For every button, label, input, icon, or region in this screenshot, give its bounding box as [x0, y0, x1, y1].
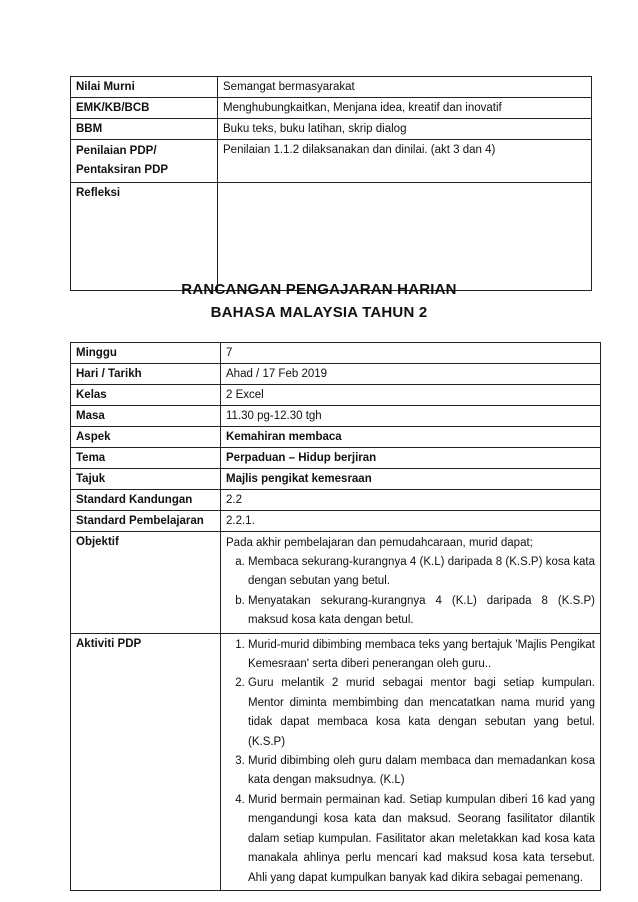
penilaian-label-line2: Pentaksiran PDP: [76, 164, 169, 176]
table-row: [71, 385, 601, 406]
row-value-hari-tarikh: Ahad / 17 Feb 2019: [221, 364, 601, 385]
row-label-objektif: Objektif: [71, 532, 221, 634]
row-label-standard-kandungan: Standard Kandungan: [71, 490, 221, 511]
row-value-penilaian: Penilaian 1.1.2 dilaksanakan dan dinilai. (akt 3 dan 4): [218, 140, 592, 183]
list-item: 3. Murid dibimbing oleh guru dalam membaca dan memadankan kosa kata dengan maksudnya. (K.L): [248, 752, 595, 791]
row-label-standard-pembelajaran: Standard Pembelajaran: [71, 511, 221, 532]
row-label-penilaian: [71, 140, 218, 183]
row-label-refleksi: Refleksi: [71, 183, 218, 291]
table-row: [71, 119, 592, 140]
list-item: 2. Guru melantik 2 murid sebagai mentor bagi setiap kumpulan. Mentor diminta membimbing dan mencatatkan nama murid yang tidak dapat membaca kosa kata dengan sebutan yang betul. (K.S.P): [248, 674, 595, 752]
row-label-nilai-murni: Nilai Murni: [71, 77, 218, 98]
row-value-bbm: Buku teks, buku latihan, skrip dialog: [218, 119, 592, 140]
page-title: RANCANGAN PENGAJARAN HARIAN: [181, 281, 457, 298]
row-value-masa: 11.30 pg-12.30 tgh: [221, 406, 601, 427]
table-row: [71, 98, 592, 119]
aktiviti-list: [226, 636, 595, 888]
row-value-refleksi: [218, 183, 592, 291]
objektif-intro: Pada akhir pembelajaran dan pemudahcaraan, murid dapat;: [226, 537, 533, 549]
row-label-hari-tarikh: Hari / Tarikh: [71, 364, 221, 385]
row-value-standard-kandungan: 2.2: [221, 490, 601, 511]
row-label-aspek: Aspek: [71, 427, 221, 448]
table-row: [71, 364, 601, 385]
row-label-kelas: Kelas: [71, 385, 221, 406]
row-value-kelas: 2 Excel: [221, 385, 601, 406]
table-row: [71, 343, 601, 364]
row-value-aktiviti: [221, 633, 601, 890]
table-row: [71, 183, 592, 291]
list-item: b. Menyatakan sekurang-kurangnya 4 (K.L) daripada 8 (K.S.P) maksud kosa kata dengan betul.: [248, 592, 595, 631]
table-row: [71, 406, 601, 427]
row-label-masa: Masa: [71, 406, 221, 427]
list-item: 1. Murid-murid dibimbing membaca teks yang bertajuk 'Majlis Pengikat Kemesraan' serta diberi penerangan oleh guru..: [248, 636, 595, 675]
row-value-tema: Perpaduan – Hidup berjiran: [221, 448, 601, 469]
row-value-tajuk: Majlis pengikat kemesraan: [221, 469, 601, 490]
list-item: a. Membaca sekurang-kurangnya 4 (K.L) daripada 8 (K.S.P) kosa kata dengan sebutan yang betul.: [248, 553, 595, 592]
row-label-tajuk: Tajuk: [71, 469, 221, 490]
row-label-bbm: BBM: [71, 119, 218, 140]
row-value-nilai-murni: Semangat bermasyarakat: [218, 77, 592, 98]
table-row: [71, 448, 601, 469]
table-row: [71, 427, 601, 448]
row-value-emk: Menghubungkaitkan, Menjana idea, kreatif dan inovatif: [218, 98, 592, 119]
row-label-tema: Tema: [71, 448, 221, 469]
table-row: [71, 532, 601, 634]
objektif-list: [226, 553, 595, 631]
row-label-aktiviti: Aktiviti PDP: [71, 633, 221, 890]
row-value-objektif: [221, 532, 601, 634]
page-subtitle: BAHASA MALAYSIA TAHUN 2: [210, 304, 428, 321]
table-row: [71, 140, 592, 183]
lesson-details-table: [70, 76, 592, 291]
table-row: [71, 490, 601, 511]
table-row: [71, 633, 601, 890]
row-value-aspek: Kemahiran membaca: [221, 427, 601, 448]
table-row: [71, 77, 592, 98]
row-label-minggu: Minggu: [71, 343, 221, 364]
penilaian-label-line1: Penilaian PDP/: [76, 145, 157, 157]
table-row: [71, 511, 601, 532]
row-label-emk: EMK/KB/BCB: [71, 98, 218, 119]
table-row: [71, 469, 601, 490]
row-value-minggu: 7: [221, 343, 601, 364]
row-value-standard-pembelajaran: 2.2.1.: [221, 511, 601, 532]
list-item: 4. Murid bermain permainan kad. Setiap kumpulan diberi 16 kad yang mengandungi kosa kata dan maksud. Seorang fasilitator dilantik dalam setiap kumpulan. Fasilitator akan meletakkan kad kosa kata manakala ahlinya perlu mencari kad maksud kosa kata tersebut. Ahli yang dapat kumpulkan banyak kad dikira sebagai pemenang.: [248, 791, 595, 888]
lesson-plan-table: [70, 342, 601, 891]
